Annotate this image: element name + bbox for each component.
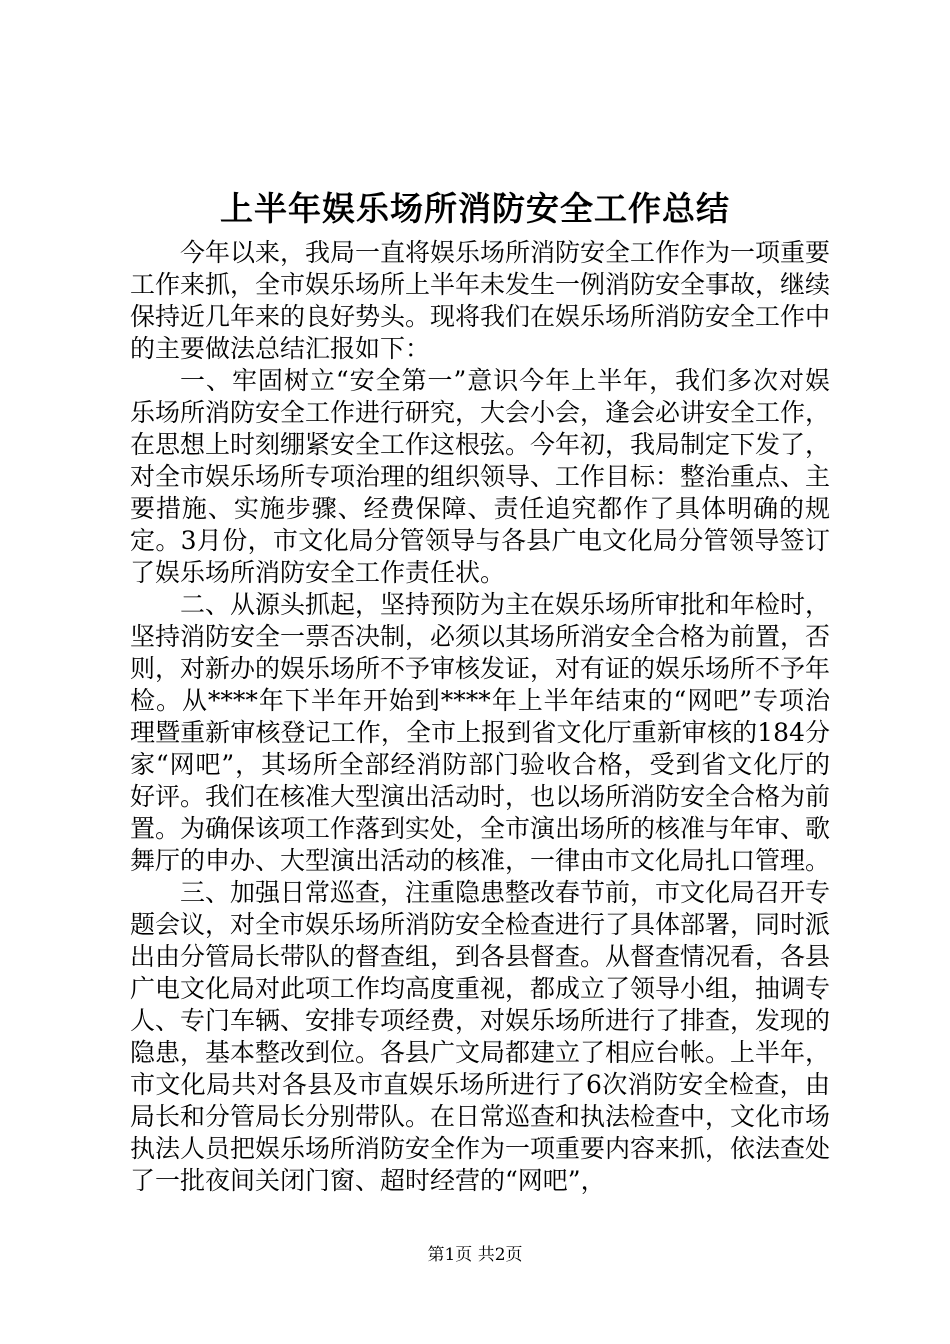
document-body <box>130 237 830 1197</box>
paragraph-section-3: 三、加强日常巡查，注重隐患整改春节前，市文化局召开专题会议，对全市娱乐场所消防安全检查进行了具体部署，同时派出由分管局长带队的督查组，到各县督查。从督查情况看，各县广电文化局对此项工作均高度重视，都成立了领导小组，抽调专人、专门车辆、安排专项经费，对娱乐场所进行了排查，发现的隐患，基本整改到位。各县广文局都建立了相应台帐。上半年，市文化局共对各县及市直娱乐场所进行了6次消防安全检查，由局长和分管局长分别带队。在日常巡查和执法检查中，文化市场执法人员把娱乐场所消防安全作为一项重要内容来抓，依法查处了一批夜间关闭门窗、超时经营的“网吧”， <box>130 878 831 1195</box>
paragraph-intro: 今年以来，我局一直将娱乐场所消防安全工作作为一项重要工作来抓，全市娱乐场所上半年未发生一例消防安全事故，继续保持近几年来的良好势头。现将我们在娱乐场所消防安全工作中的主要做法总结汇报如下： <box>130 238 831 363</box>
document-title: 上半年娱乐场所消防安全工作总结 <box>220 189 730 228</box>
page-number-footer: 第1页 共2页 <box>427 1245 523 1265</box>
paragraph-section-1: 一、牢固树立“安全第一”意识今年上半年，我们多次对娱乐场所消防安全工作进行研究，大会小会，逢会必讲安全工作，在思想上时刻绷紧安全工作这根弦。今年初，我局制定下发了，对全市娱乐场所专项治理的组织领导、工作目标：整治重点、主要措施、实施步骤、经费保障、责任追究都作了具体明确的规定。3月份，市文化局分管领导与各县广电文化局分管领导签订了娱乐场所消防安全工作责任状。 <box>130 366 831 587</box>
paragraph-section-2: 二、从源头抓起，坚持预防为主在娱乐场所审批和年检时，坚持消防安全一票否决制，必须以其场所消安全合格为前置，否则，对新办的娱乐场所不予审核发证，对有证的娱乐场所不予年检。从****年下半年开始到****年上半年结束的“网吧”专项治理暨重新审核登记工作，全市上报到省文化厅重新审核的184分家“网吧”，其场所全部经消防部门验收合格，受到省文化厅的好评。我们在核准大型演出活动时，也以场所消防安全合格为前置。为确保该项工作落到实处，全市演出场所的核准与年审、歌舞厅的申办、大型演出活动的核准，一律由市文化局扎口管理。 <box>130 590 831 875</box>
